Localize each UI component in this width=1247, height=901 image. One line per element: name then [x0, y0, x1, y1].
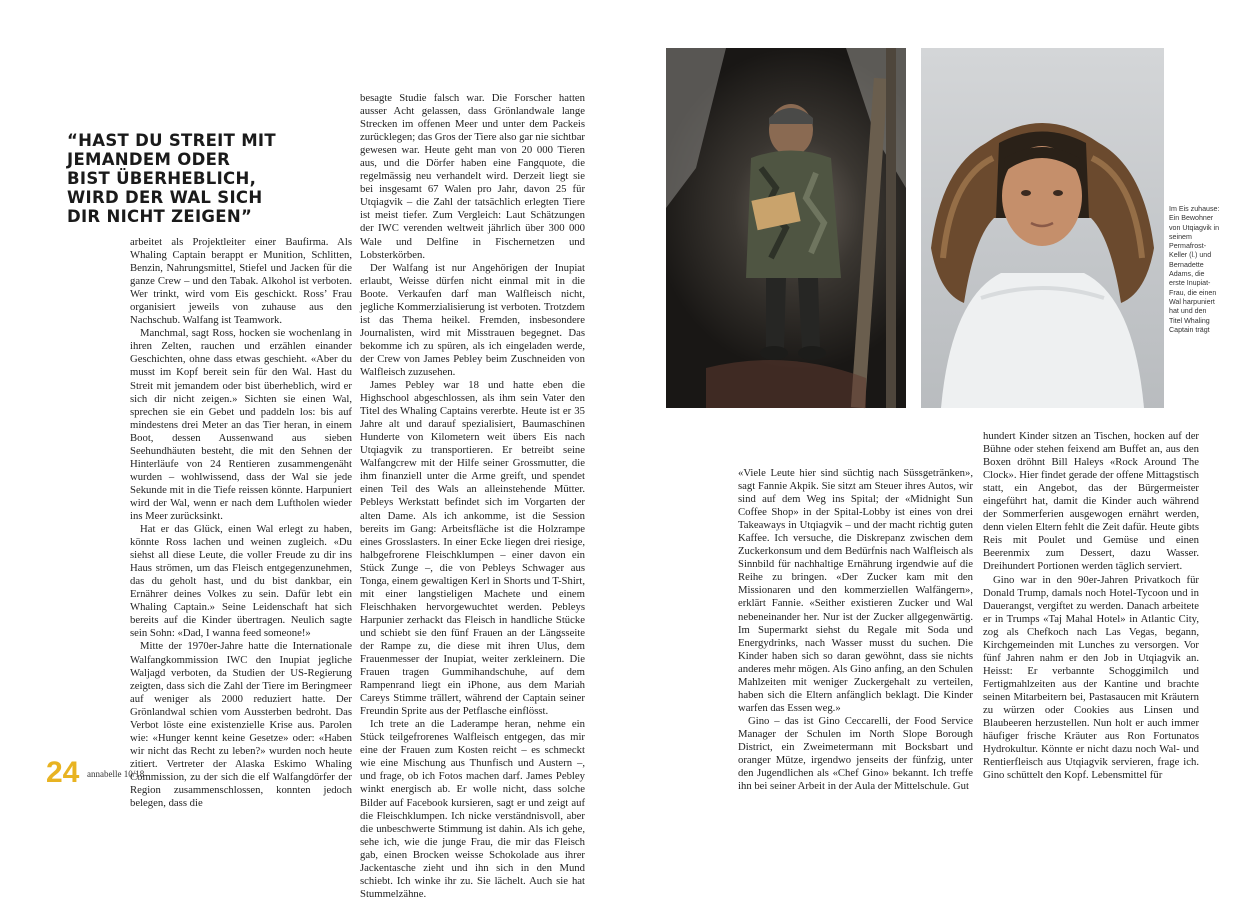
paragraph: Mitte der 1970er-Jahre hatte die Internationale Walfangkommission IWC den Inupiat jegliche Waljagd verboten, da Studien der US-Regierung zeigten, dass sich die Zahl der Tiere im Beringmeer auf weniger als 2000 reduziert hatte. Der Grönlandwal schien vom Aussterben bedroht. Das Verbot löste eine existenzielle Krise aus. Parolen wie: «Hunger kennt keine Gesetze» oder: «Haben wir nicht das Recht zu leben?» wurden noch heute zitiert. Vertreter der Alaska Eskimo Whaling Commission, zu der sich die elf Walfangdörfer der Region zusammenschlossen, konnten jedoch belegen, dass die — [130, 640, 352, 810]
text-column-3 — [738, 467, 973, 793]
text-column-2 — [360, 92, 585, 900]
paragraph: «Viele Leute hier sind süchtig nach Süssgetränken», sagt Fannie Akpik. Sie sitzt am Steuer ihres Autos, wir sind auf dem Weg ins Spital; der «Midnight Sun Coffee Shop» in der Spital-Lobby ist eines von drei Takeaways in Utqiagvik – und der macht richtig guten Kaffee. Ich versuche, die Diskrepanz zwischen dem Zuckerkonsum und dem Bedürfnis nach Walfleisch als Sinnbild für nachhaltige Ernährung irgendwie auf die Reihe zu bringen. «Der Zucker kam mit den Missionaren und den kommerziellen Walfängern», erklärt Fannie. «Seither existieren Zucker und Wal nebeneinander her. Nur ist der Zucker allgegenwärtig. Im Supermarkt siehst du Regale mit Soda und Energydrinks, nach Wasser musst du suchen. Die Kinder haben sich so daran gewöhnt, dass sie nichts anderes mehr mögen. Als Gino anfing, an den Schulen Mahlzeiten mit weniger Zuckergehalt zu verteilen, haben sich die Eltern anfänglich beklagt. Die Kinder warfen das Essen weg.» — [738, 467, 973, 714]
page-number: 24 — [46, 756, 80, 789]
paragraph: Manchmal, sagt Ross, hocken sie wochenlang in ihren Zelten, rauchen und erzählen einander Geschichten, ohne dass etwas geschieht. «Aber du musst im Kopf bereit sein für den Wal. Hast du Streit mit jemandem oder bist überheblich, wird er sich dir nicht zeigen.» Sichten sie einen Wal, sprechen sie ein Gebet und paddeln los: bis auf mindestens drei Meter an das Tier heran, in einem Boot, dessen Aussenwand aus sieben Seehundhäuten besteht, die mit den Sehnen der Hinterläufe von 24 Rentieren zusammengenäht wurden – wohlwissend, dass der Wal sie jede Sekunde mit in die Tiefe reissen könnte. Harpuniert wird der Wal, wenn er nach dem Luftholen wieder ins Meer zurücksinkt. — [130, 327, 352, 522]
paragraph: James Pebley war 18 und hatte eben die Highschool abgeschlossen, als ihm sein Vater den Titel des Whaling Captains vererbte. Heute ist er 35 Jahre alt und darauf spezialisiert, Baumaschinen Hunderte von Kilometern weit übers Eis nach Utqiagvik zu transportieren. Er betreibt seine Walfangcrew mit der Hilfe seiner Grossmutter, die ihm finanziell unter die Arme greift, und spendet einen Teil des Wals an alleinstehende Mütter. Pebleys Werkstatt befindet sich im Vorgarten der alten Dame. Als ich ankomme, ist die Session bereits im Gang: Arbeitsfläche ist die Holzrampe eines Grosslasters. In einer Ecke liegen drei riesige, halbgefrorene Fleischklumpen – einer davon ein Stück Zunge –, die von Pebleys Schwager aus Tonga, einem gewaltigen Kerl in Shorts und T-Shirt, mit einer langstieligen Machete und einem Fleischhaken hervorgewuchtet werden. Pebleys Harpunier zerhackt das Fleisch in handliche Stücke und schiebt sie den fünf Frauen an der Längsseite der Rampe zu, die diese mit ihren Ulus, dem Frauenmesser der Inupiat, weiter zerkleinern. Die Frauen tragen Gummihandschuhe, auf dem Rampenrand liegt ein iPhone, aus dem Mariah Careys Stimme trällert, während der Captain seiner Freundin Sprite aus der Petflasche einflösst. — [360, 379, 585, 718]
photo-permafrost-cellar — [666, 48, 906, 408]
paragraph: arbeitet als Projektleiter einer Baufirma. Als Whaling Captain berappt er Munition, Schlitten, Benzin, Nahrungsmittel, Stiefel und Jacken für die ganze Crew – und den Tabak. Alkohol ist verboten. Wer trinkt, wird vom Eis geschickt. Ross’ Frau organisiert jeweils von zuhause aus den Nachschub. Walfang ist Teamwork. — [130, 236, 352, 327]
paragraph: Der Walfang ist nur Angehörigen der Inupiat erlaubt, Weisse dürfen nicht einmal mit in die Boote. Verkaufen darf man Walfleisch nicht, jegliche Kommerzialisierung ist verboten. Trotzdem ist das Thema heikel. Fremden, insbesondere Journalisten, wird mit Misstrauen begegnet. Das bekomme ich zu spüren, als ich eingeladen werde, der Crew von James Pebley beim Zuschneiden von Walfleisch zuzusehen. — [360, 261, 585, 378]
paragraph: besagte Studie falsch war. Die Forscher hatten ausser Acht gelassen, dass Grönlandwale lange Strecken im offenen Meer und unter dem Packeis zurücklegen; das Gros der Tiere also gar nie sichtbar gewesen war. Heute geht man von 20 000 Tieren aus, und die Dörfer haben eine Fangquote, die regelmässig neu verhandelt wird. Derzeit liegt sie bei insgesamt 67 Walen pro Jahr, davon 25 für Utqiagvik – die Zahl der tatsächlich erlegten Tiere ist meist tiefer. Zum Vergleich: Laut Schätzungen der IWC verenden weltweit jährlich über 300 000 Wale und Delfine in Fischernetzen und Lobsterkörben. — [360, 92, 585, 261]
paragraph: Gino – das ist Gino Ceccarelli, der Food Service Manager der Schulen im North Slope Borough District, ein Zweimetermann mit Bocksbart und oranger Mütze, irgendwo jenseits der fünfzig, unter den Jugendlichen als «Chef Gino» bekannt. Ich treffe ihn bei seiner Arbeit in der Aula der Mittelschule. Gut — [738, 714, 973, 793]
photo-caption: Im Eis zuhause: Ein Bewohner von Utqiagvik in seinem Permafrost-Keller (l.) und Bernadette Adams, die erste Inupiat-Frau, die einen Wal harpuniert hat und den Titel Whaling Captain trägt — [1169, 205, 1220, 334]
photo-bernadette-adams — [921, 48, 1164, 408]
pull-quote: “HAST DU STREIT MIT JEMANDEM ODER BIST ÜBERHEBLICH, WIRD DER WAL SICH DIR NICHT ZEIGEN” — [67, 131, 276, 226]
paragraph: Ich trete an die Laderampe heran, nehme ein Stück teilgefrorenes Walfleisch entgegen, das mir eine der Frauen zum Kosten reicht – es schmeckt wie eine Mischung aus Thunfisch und Austern –, und frage, ob ich Fotos machen darf. James Pebley winkt energisch ab. Er wolle nicht, dass solche Bilder auf Facebook kursieren, sagt er und zeigt auf die Fleischklumpen. Ich nicke verständnisvoll, aber die unbeschwerte Stimmung ist dahin. Als ich gehe, sehe ich, wie die junge Frau, die mir das Fleisch gab, einen Brocken weisse Schokolade aus ihrer Jackentasche zieht und ihn sich in den Mund schiebt. Ich winke ihr zu. Sie lächelt. Auch sie hat Stummelzähne. — [360, 718, 585, 900]
paragraph: Gino war in den 90er-Jahren Privatkoch für Donald Trump, damals noch Hotel-Tycoon und in Dauerangst, vergiftet zu werden. Danach arbeitete er in Trumps «Taj Mahal Hotel» in Atlantic City, zog als Chefkoch nach Las Vegas, begann, Kirchgemeinden mit Lunches zu versorgen. Vor fünf Jahren nahm er den Job in Utqiagvik an. Heisst: Er verbannte Schoggimilch und Fertigmahlzeiten aus der Kantine und brachte seinen Mitarbeitern bei, Pastasaucen mit Kräutern zu würzen oder Cookies aus Linsen und Blaubeeren herzustellen. Nun holt er auch immer häufiger frische Kräuter aus Ron Fortunatos Hydrokultur. Könnte er nicht dazu noch Wal- und Rentierfleisch aus Utqiagvik servieren, frage ich. Gino schüttelt den Kopf. Lebensmittel für — [983, 573, 1199, 782]
text-column-1 — [130, 236, 352, 810]
photo-bernadette-adams-illustration — [921, 48, 1164, 408]
magazine-issue: annabelle 10/18 — [87, 769, 145, 779]
text-column-4 — [983, 430, 1199, 782]
paragraph: hundert Kinder sitzen an Tischen, hocken auf der Bühne oder stehen feixend am Buffet an, aus den Boxen dröhnt Bill Haleys «Rock Around The Clock». Hier findet gerade der offene Mittagstisch statt, ein Angebot, das der Bürgermeister eingeführt hat, damit die Kinder auch während der Sommerferien ausgewogen ernährt werden, denn vielen Eltern fehlt die Zeit dafür. Heute gibts Reis mit Poulet und Gemüse und einen Beerenmix zum Dessert, dazu Wasser. Dreihundert Portionen werden täglich serviert. — [983, 430, 1199, 573]
paragraph: Hat er das Glück, einen Wal erlegt zu haben, könnte Ross lachen und weinen zugleich. «Du siehst all diese Leute, die voller Freude zu dir ins Haus strömen, um das Fleisch entgegenzunehmen, das du geholt hast, und du bist dankbar, ein Ernährer deines Volkes zu sein. Dafür lebt ein Whaling Captain.» Seine Leidenschaft hat sich bereits auf die Kinder übertragen. Neulich sagte sein Sohn: «Dad, I wanna feed someone!» — [130, 523, 352, 640]
left-page — [0, 0, 623, 900]
photo-permafrost-cellar-illustration — [666, 48, 906, 408]
